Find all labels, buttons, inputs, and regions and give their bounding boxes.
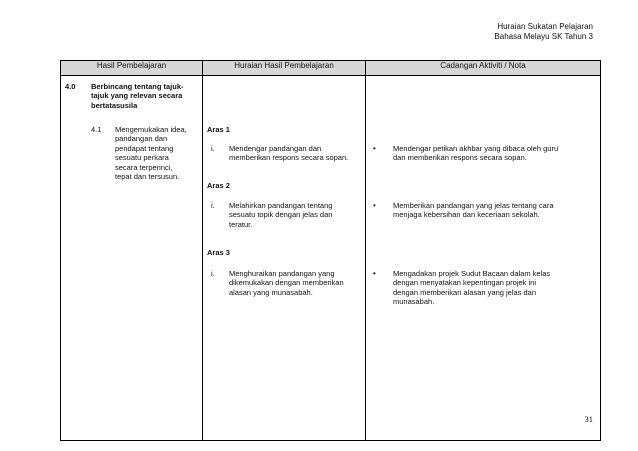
outcome-description-cell [203,76,366,441]
activity-note-line: dan memberikan respons secara sopan. [393,153,527,163]
level-2-item-line: Melahirkan pandangan tentang [229,201,333,210]
activity-note-2 [393,201,554,220]
level-2-item-line: teratur. [229,219,253,229]
section-number: 4.0 [65,82,76,91]
section-title-line: Berbincang tentang tajuk- [91,82,184,91]
activity-notes-cell [366,76,601,441]
level-2-item-number: i. [211,201,215,210]
section-title-line: tajuk yang relevan secara [91,91,183,101]
subsection-line: Mengemukakan idea, [115,125,187,134]
syllabus-table [60,60,601,441]
activity-note-line: Mendengar petikan akhbar yang dibaca oleh guru [393,144,559,153]
level-3-title: Aras 3 [207,248,230,257]
activity-note-line: Mengadakan projek Sudut Bacaan dalam kelas [393,269,551,278]
level-3-item-line: alasan yang munasabah. [229,287,313,297]
header-title: Huraian Sukatan Pelajaran [497,22,593,31]
column-header-activity-notes: Cadangan Aktiviti / Nota [366,61,601,76]
header-subtitle: Bahasa Melayu SK Tahun 3 [494,32,593,41]
bullet-icon: • [373,201,376,210]
level-1-item-line: memberikan respons secara sopan. [229,153,349,163]
level-1-title: Aras 1 [207,125,230,134]
activity-note-line: Memberikan pandangan yang jelas tentang cara [393,201,554,210]
bullet-icon: • [373,144,376,153]
table-header-row [61,61,601,76]
document-header [494,22,593,42]
level-2-item-line: sesuatu topik dengan jelas dan [229,210,333,220]
section-title-line: bertatasusila [91,100,138,110]
column-header-learning-outcomes: Hasil Pembelajaran [61,61,203,76]
activity-note-3 [393,269,550,307]
subsection-text [115,125,187,181]
subsection-line: tepat dan tersusun. [115,172,180,182]
level-3-item-line: dikemukakan dengan memberikan [229,278,344,288]
activity-note-1 [393,144,558,163]
activity-note-line: dengan menyatakan kepentingan projek ini [393,278,537,288]
subsection-number: 4.1 [91,125,102,134]
activity-note-line: munasabah. [393,297,435,307]
level-1-item-text [229,144,348,163]
level-3-item-line: Menghuraikan pandangan yang [229,269,335,278]
level-1-item-number: i. [211,144,215,153]
bullet-icon: • [373,269,376,278]
section-title [91,82,184,110]
level-2-item-text [229,201,332,229]
table-row [61,76,601,441]
level-3-item-number: i. [211,269,215,278]
level-2-title: Aras 2 [207,181,230,190]
activity-note-line: menjaga kebersihan dan keceriaan sekolah. [393,210,540,220]
subsection-line: pendapat tentang [115,143,174,153]
activity-note-line: dengan memberikan alasan yang jelas dan [393,287,537,297]
subsection-line: pandangan dan [115,134,168,144]
column-header-outcome-description: Huraian Hasil Pembelajaran [203,61,366,76]
level-3-item-text [229,269,344,297]
subsection-line: secara terperinci, [115,162,173,172]
page-number: 31 [584,414,593,424]
level-1-item-line: Mendengar pandangan dan [229,144,322,153]
subsection-line: sesuatu perkara [115,153,169,163]
learning-outcomes-cell [61,76,203,441]
